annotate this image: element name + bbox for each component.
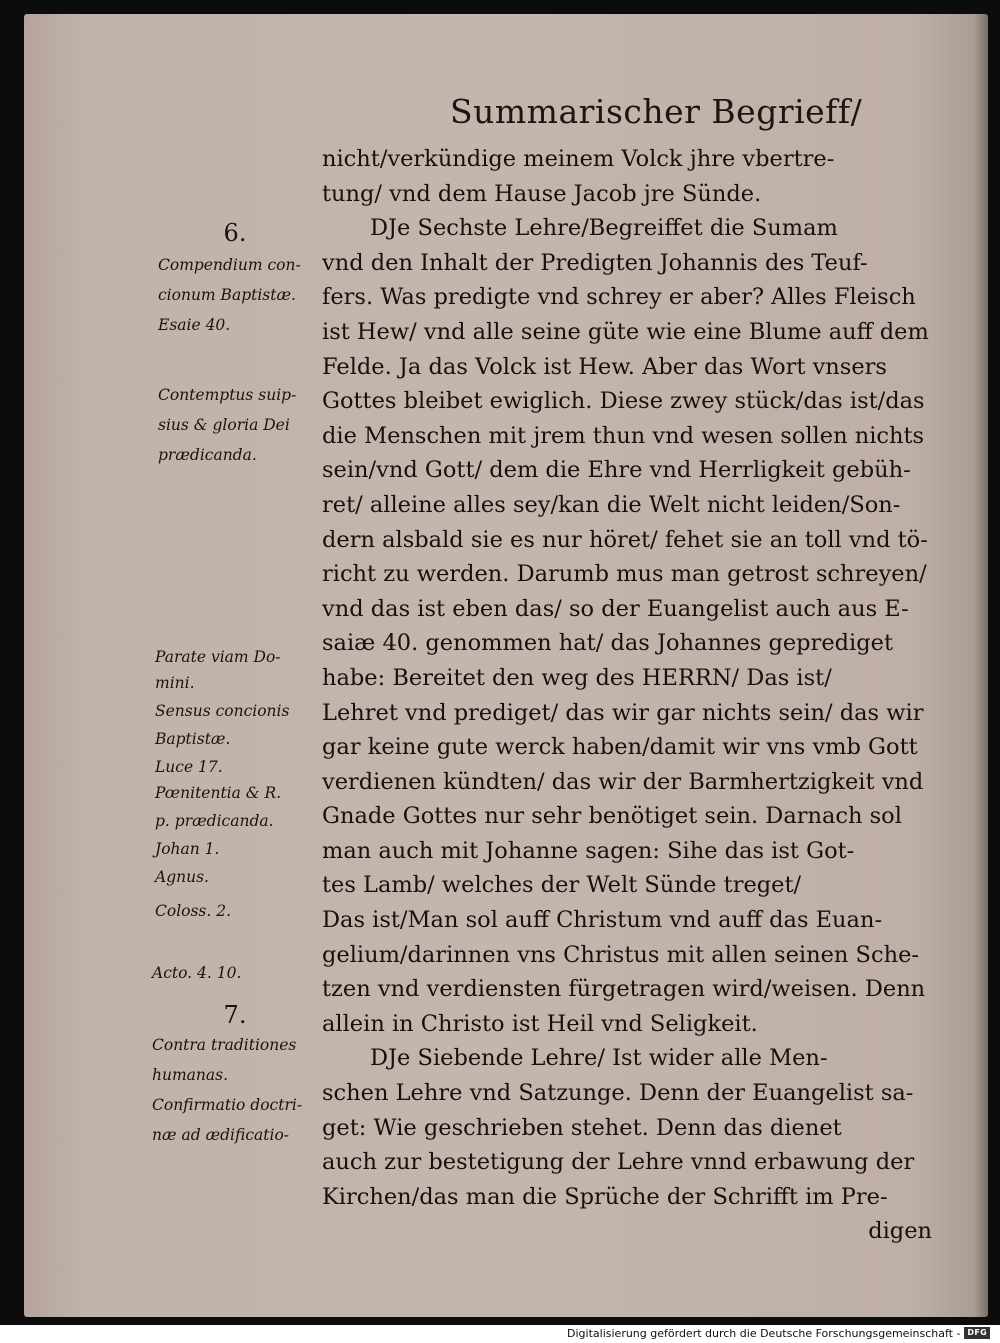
credit-text: Digitalisierung gefördert durch die Deutsche Forschungsgemeinschaft - — [567, 1326, 961, 1340]
text-line: nicht/verkündige meinem Volck jhre vbertre- — [322, 146, 835, 172]
text-line: ist Hew/ vnd alle seine güte wie eine Blume auff dem — [322, 318, 929, 345]
text-line: man auch mit Johanne sagen: Sihe das ist Got- — [322, 837, 855, 864]
margin-note: Parate viam Do- — [155, 648, 281, 666]
text-line: die Menschen mit jrem thun vnd wesen sollen nichts — [322, 422, 925, 449]
text-line: dern alsbald sie es nur höret/ fehet sie an toll vnd tö- — [322, 526, 928, 553]
margin-note: Contemptus suip- — [158, 386, 297, 404]
catchword: digen — [868, 1218, 932, 1245]
text-line: habe: Bereitet den weg des HERRN/ Das ist/ — [322, 664, 832, 691]
text-line: schen Lehre vnd Satzunge. Denn der Euangelist sa- — [322, 1080, 914, 1107]
text-line: DJe Sechste Lehre/Begreiffet die Sumam — [370, 215, 838, 242]
dfg-logo: DFG — [964, 1327, 990, 1339]
body-text — [322, 142, 932, 1249]
text-line: tzen vnd verdiensten fürgetragen wird/weisen. Denn — [322, 976, 926, 1003]
text-line: ret/ alleine alles sey/kan die Welt nicht leiden/Son- — [322, 491, 901, 518]
text-line: Gnade Gottes nur sehr benötiget sein. Darnach sol — [322, 803, 902, 830]
text-line: Das ist/Man sol auff Christum vnd auff das Euan- — [322, 907, 883, 934]
text-line: tes Lamb/ welches der Welt Sünde treget/ — [322, 872, 802, 899]
margin-note: Compendium con- — [158, 256, 301, 274]
margin-note: Baptistæ. — [155, 730, 231, 748]
section-number-6: 6. — [223, 219, 247, 247]
margin-note: sius & gloria Dei — [158, 416, 290, 434]
margin-note: mini. — [155, 674, 195, 692]
margin-note: humanas. — [152, 1066, 229, 1084]
margin-note: Esaie 40. — [158, 316, 231, 334]
text-line: verdienen kündten/ das wir der Barmhertzigkeit vnd — [322, 768, 924, 795]
text-line: gelium/darinnen vns Christus mit allen seinen Sche- — [322, 941, 919, 968]
margin-note: Luce 17. — [155, 758, 223, 776]
text-line: allein in Christo ist Heil vnd Seligkeit. — [322, 1010, 758, 1037]
text-line: fers. Was predigte vnd schrey er aber? Alles Fleisch — [322, 284, 916, 311]
text-line: Lehret vnd prediget/ das wir gar nichts sein/ das wir — [322, 699, 924, 726]
margin-note: Confirmatio doctri- — [152, 1096, 303, 1114]
digitization-credit — [567, 1325, 990, 1341]
text-line: gar keine gute werck haben/damit wir vns vmb Gott — [322, 734, 918, 761]
margin-note: p. prædicanda. — [155, 812, 274, 830]
text-line: Gottes bleibet ewiglich. Diese zwey stück/das ist/das — [322, 388, 925, 415]
text-line: auch zur bestetigung der Lehre vnnd erbawung der — [322, 1149, 915, 1176]
section-number-7: 7. — [223, 1001, 247, 1029]
margin-note: cionum Baptistæ. — [158, 286, 296, 304]
text-line: sein/vnd Gott/ dem die Ehre vnd Herrligkeit gebüh- — [322, 457, 911, 484]
text-line: vnd das ist eben das/ so der Euangelist auch aus E- — [322, 595, 909, 622]
text-line: saiæ 40. genommen hat/ das Johannes geprediget — [322, 630, 893, 657]
margin-note: Contra traditiones — [152, 1036, 297, 1054]
margin-note: Johan 1. — [155, 840, 220, 858]
margin-note: Pœnitentia & R. — [155, 784, 282, 802]
text-line: get: Wie geschrieben stehet. Denn das dienet — [322, 1114, 842, 1141]
text-line: richt zu werden. Darumb mus man getrost schreyen/ — [322, 561, 927, 588]
page-edge-shadow — [974, 14, 988, 1317]
text-line: tung/ vnd dem Hause Jacob jre Sünde. — [322, 180, 762, 207]
margin-note: næ ad ædificatio- — [152, 1126, 290, 1144]
text-line: vnd den Inhalt der Predigten Johannis des Teuf- — [322, 249, 868, 276]
text-line: DJe Siebende Lehre/ Ist wider alle Men- — [370, 1045, 828, 1072]
running-head: Summarischer Begrieff/ — [450, 92, 863, 131]
text-line: Felde. Ja das Volck ist Hew. Aber das Wort vnsers — [322, 353, 887, 380]
margin-note: Agnus. — [155, 868, 209, 886]
margin-note: Acto. 4. 10. — [152, 964, 242, 982]
text-line: Kirchen/das man die Sprüche der Schrifft im Pre- — [322, 1183, 888, 1210]
margin-note: Coloss. 2. — [155, 902, 232, 920]
margin-note: Sensus concionis — [155, 702, 290, 720]
margin-note: prædicanda. — [158, 446, 257, 464]
